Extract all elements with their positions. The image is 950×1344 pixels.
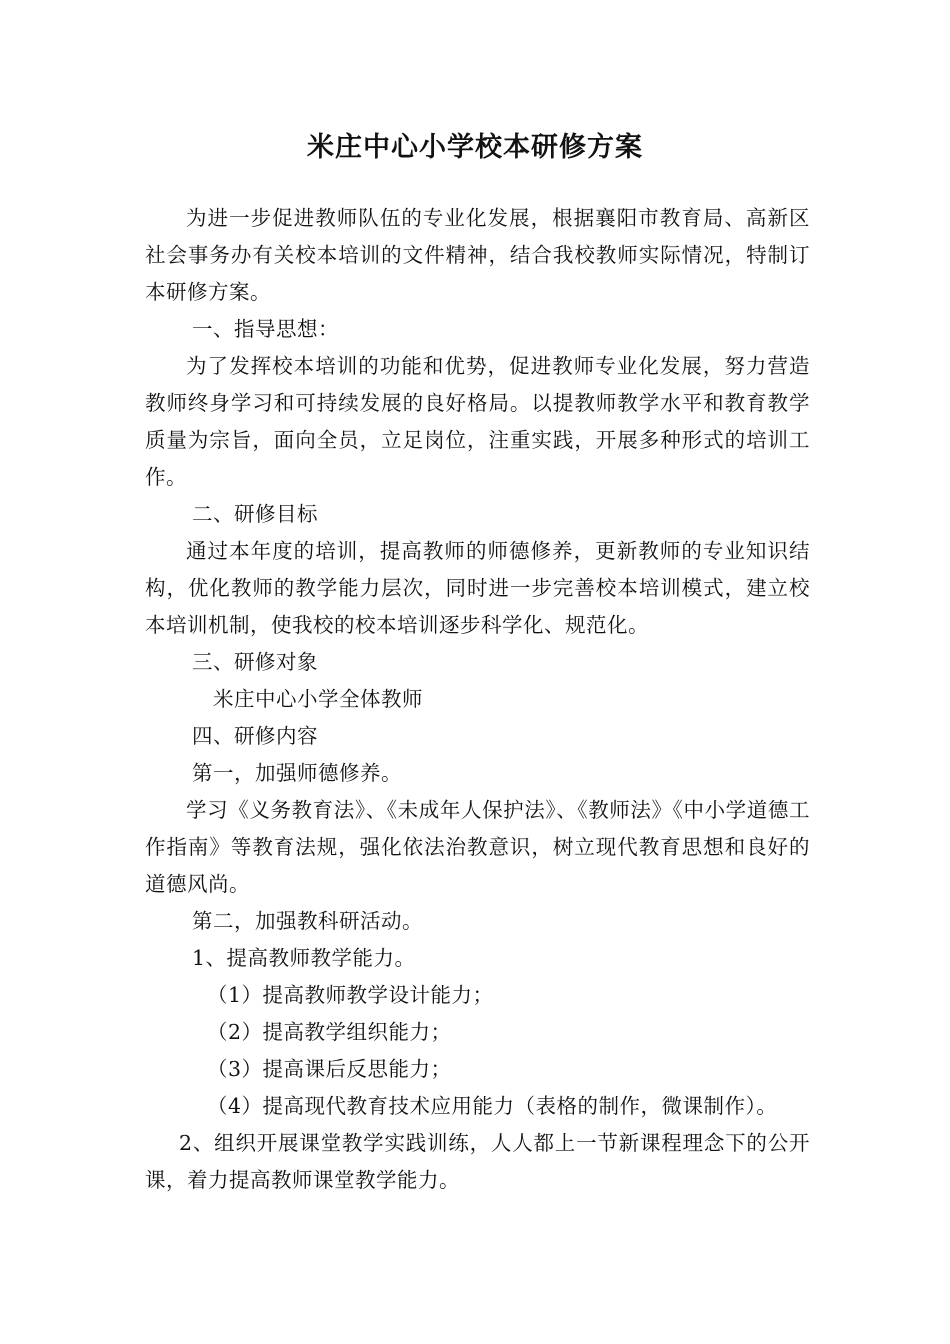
sub-item-4: （4）提高现代教育技术应用能力（表格的制作，微课制作）。: [207, 1094, 778, 1118]
section-heading-content: 四、研修内容: [192, 724, 318, 748]
sub-item-3: （3）提高课后反思能力；: [207, 1057, 452, 1081]
goals-paragraph: 通过本年度的培训，提高教师的师德修养，更新教师的专业知识结构，优化教师的教学能力层次，同时进一步完善校本培训模式，建立校本培训机制，使我校的校本培训逐步科学化、规范化。: [145, 539, 810, 637]
intro-paragraph: 为进一步促进教师队伍的专业化发展，根据襄阳市教育局、高新区社会事务办有关校本培训的文件精神，结合我校教师实际情况，特制订本研修方案。: [145, 206, 810, 304]
subsection-research: 第二，加强教科研活动。: [192, 909, 423, 933]
subsection-ethics: 第一，加强师德修养。: [192, 761, 402, 785]
guiding-ideology-paragraph: 为了发挥校本培训的功能和优势，促进教师专业化发展，努力营造教师终身学习和可持续发展的良好格局。以提教师教学水平和教育教学质量为宗旨，面向全员，立足岗位，注重实践，开展多种形式的培训工作。: [145, 354, 810, 489]
document-title: 米庄中心小学校本研修方案: [307, 132, 643, 163]
section-heading-goals: 二、研修目标: [192, 502, 318, 526]
ethics-paragraph: 学习《义务教育法》、《未成年人保护法》、《教师法》《中小学道德工作指南》等教育法规，强化依法治教意识，树立现代教育思想和良好的道德风尚。: [145, 798, 810, 896]
section-heading-guiding-ideology: 一、指导思想：: [192, 317, 339, 341]
sub-item-1: （1）提高教师教学设计能力；: [207, 983, 494, 1007]
section-heading-targets: 三、研修对象: [192, 650, 318, 674]
list-item-2: 2、组织开展课堂教学实践训练，人人都上一节新课程理念下的公开课，着力提高教师课堂教学能力。: [145, 1131, 810, 1192]
list-item-1: 1、提高教师教学能力。: [192, 946, 416, 970]
document-body: [145, 200, 810, 1199]
sub-item-2: （2）提高教学组织能力；: [207, 1020, 452, 1044]
targets-paragraph: 米庄中心小学全体教师: [213, 687, 423, 711]
